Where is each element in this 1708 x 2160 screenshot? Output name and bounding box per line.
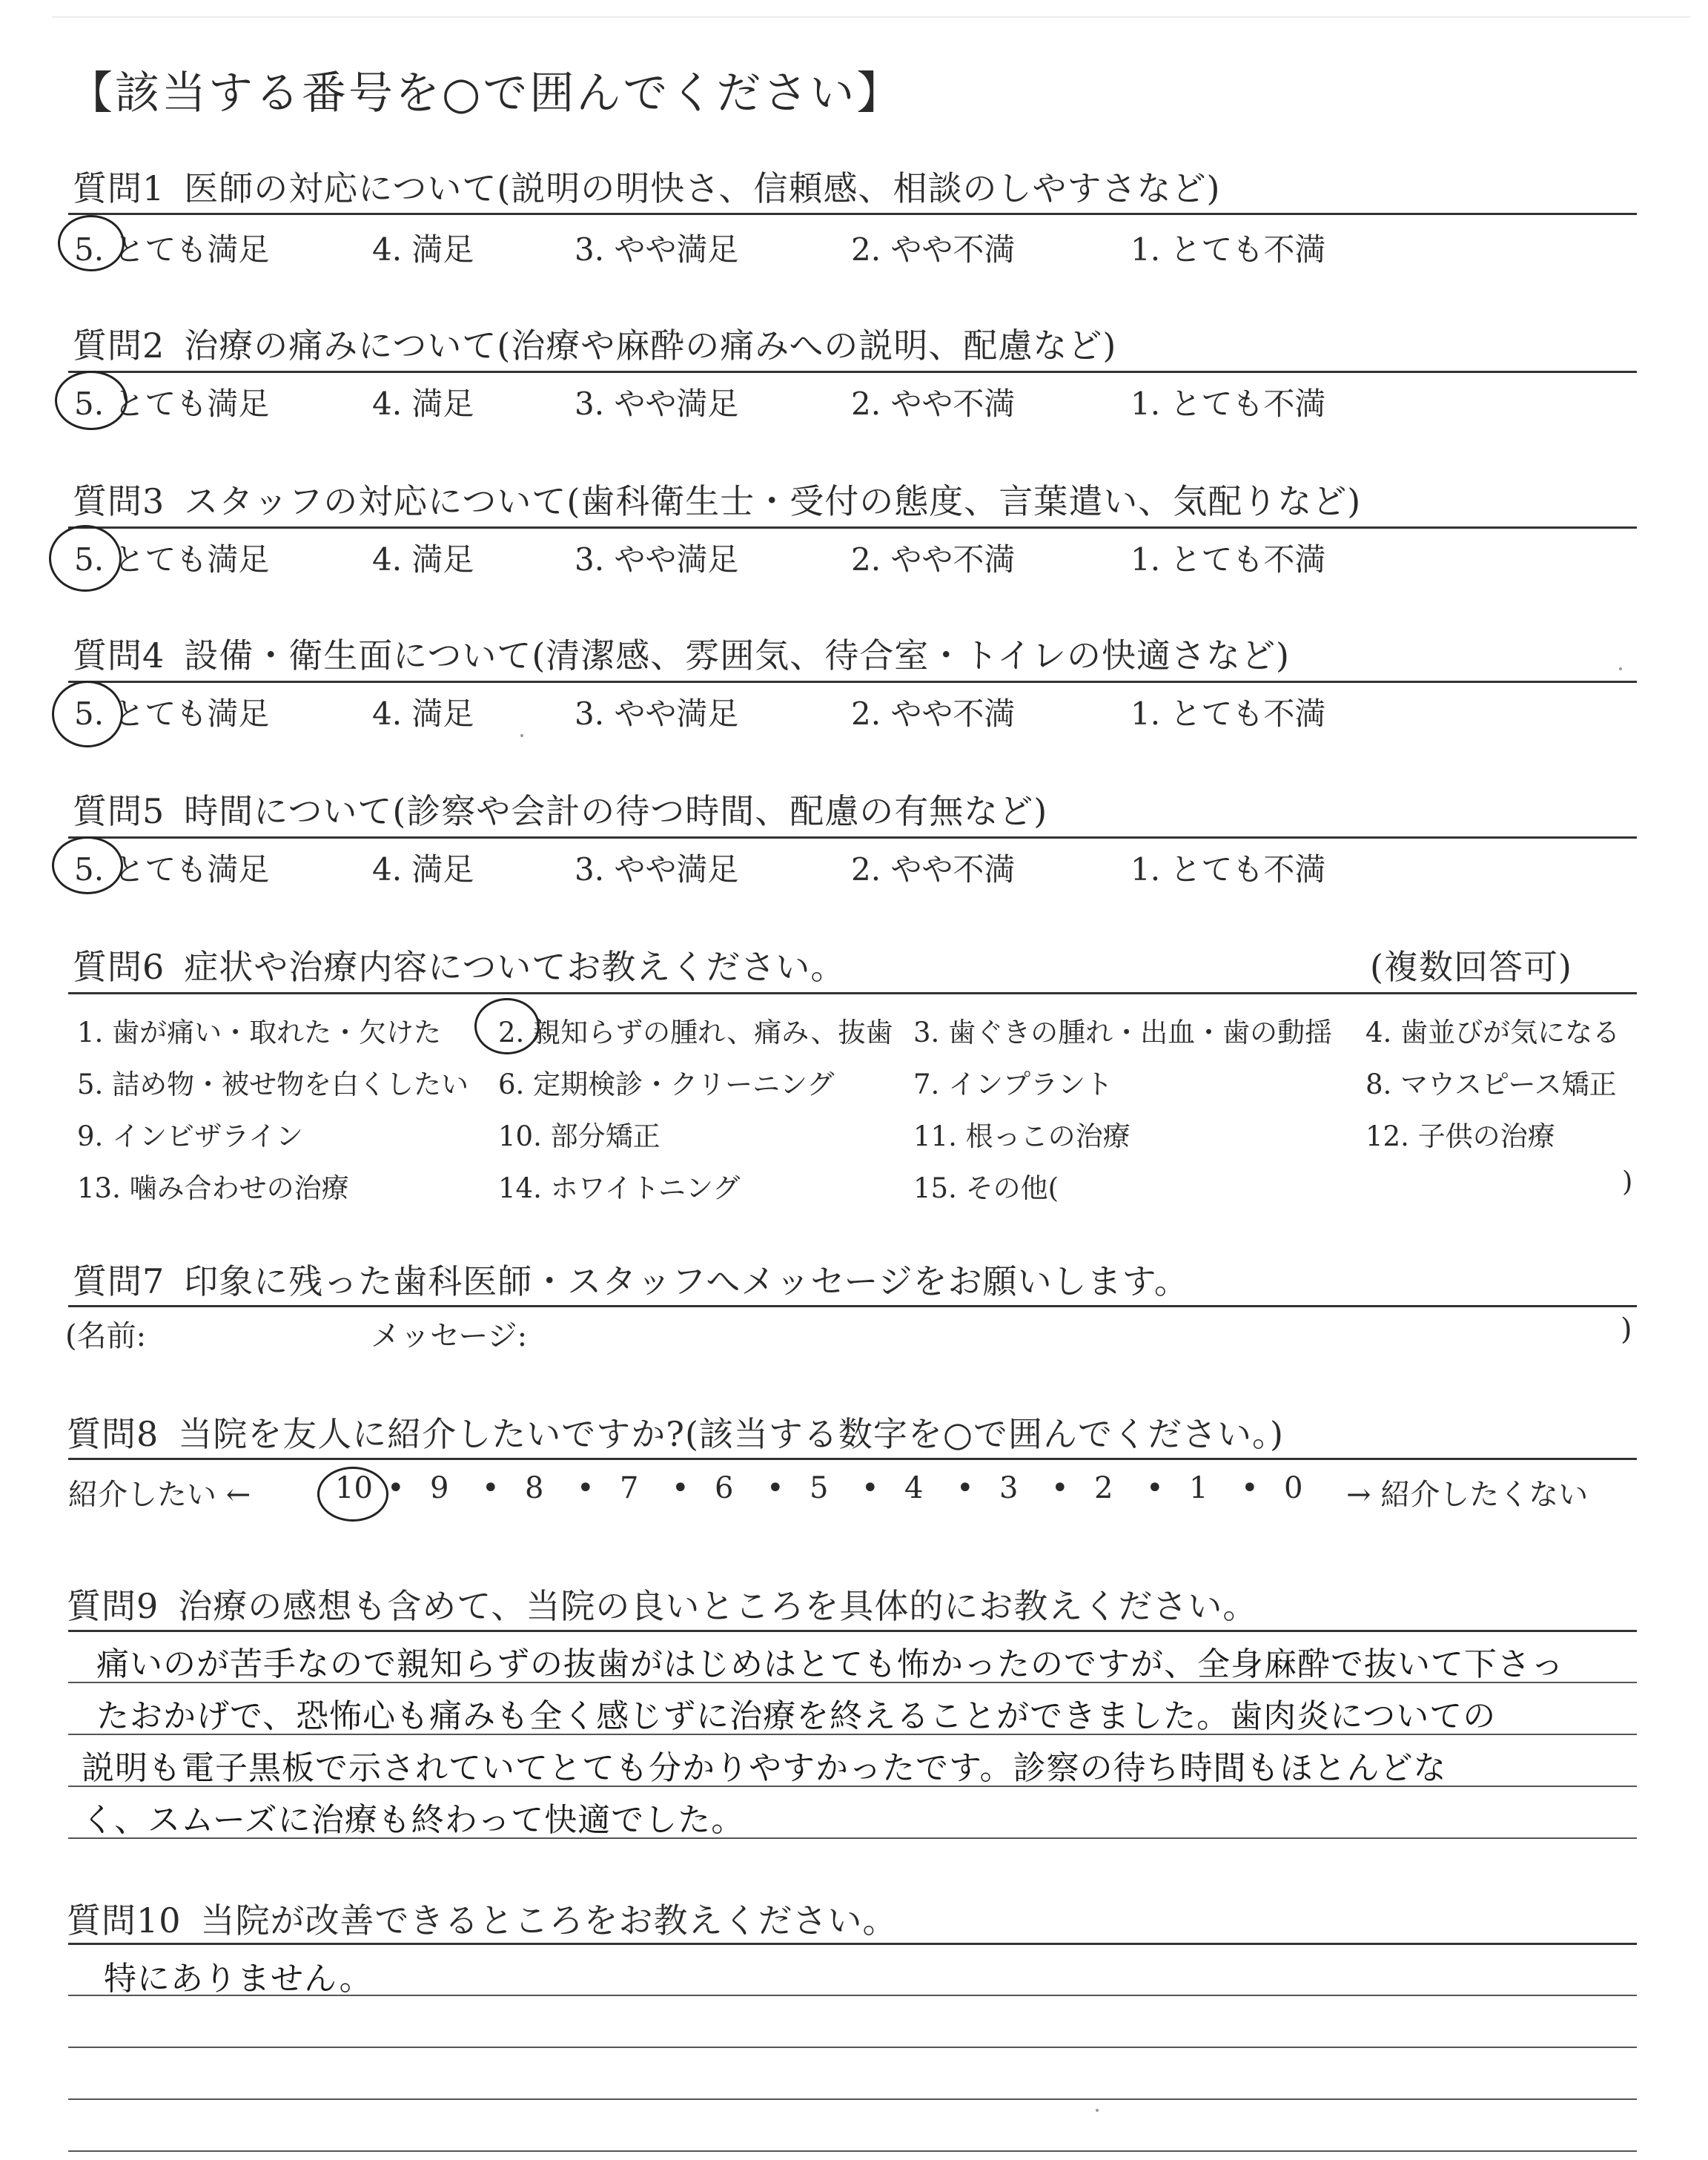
q4-option-2[interactable]: 2. やや不満: [851, 696, 1016, 732]
question-text: 当院が改善できるところをお教えください。: [200, 1900, 898, 1941]
handwritten-answer-line: たおかげで、恐怖心も痛みも全く感じずに治療を終えることができました。歯肉炎についての: [96, 1697, 1497, 1735]
q2-option-2[interactable]: 2. やや不満: [851, 386, 1016, 422]
recommend-score-8[interactable]: 8: [525, 1471, 544, 1505]
recommend-score-10[interactable]: 10: [335, 1471, 373, 1505]
recommend-score-7[interactable]: 7: [620, 1471, 639, 1505]
recommend-score-3[interactable]: 3: [999, 1471, 1019, 1505]
question-number: 質問5: [73, 791, 165, 831]
question-9-title: [67, 1579, 1257, 1628]
q6-item-14[interactable]: 14. ホワイトニング: [498, 1172, 741, 1204]
q6-item-11[interactable]: 11. 根っこの治療: [913, 1120, 1131, 1152]
question-text: 症状や治療内容についてお教えください。: [184, 947, 846, 987]
answer-circle-mark: [474, 998, 540, 1054]
question-number: 質問1: [73, 168, 165, 208]
question-4-rule: [68, 681, 1637, 683]
q3-option-1[interactable]: 1. とても不満: [1131, 541, 1326, 578]
scale-separator-dot: •: [387, 1471, 405, 1505]
q5-option-5[interactable]: 5. とても満足: [74, 851, 270, 888]
scale-separator-dot: •: [1051, 1471, 1069, 1505]
recommend-right-label: → 紹介したくない: [1346, 1478, 1589, 1512]
question-number: 質問4: [73, 635, 165, 676]
question-10-rule: [68, 1943, 1637, 1945]
scale-separator-dot: •: [482, 1471, 500, 1505]
instruction-heading: 【該当する番号を○で囲んでください】: [68, 67, 904, 119]
message-label: メッセージ:: [371, 1319, 528, 1353]
question-text: 治療の痛みについて(治療や麻酔の痛みへの説明、配慮など): [184, 326, 1117, 366]
question-number: 質問9: [67, 1586, 159, 1626]
question-9-rule: [68, 1630, 1637, 1632]
question-8-title: [67, 1407, 1284, 1456]
answer-circle-mark: [52, 681, 123, 747]
question-6-rule: [68, 992, 1637, 994]
q6-item-15[interactable]: 15. その他(: [913, 1172, 1059, 1204]
message-close-paren: ): [1621, 1312, 1632, 1347]
recommend-left-label: 紹介したい ←: [68, 1478, 251, 1512]
question-3-rule: [68, 526, 1637, 529]
recommend-score-2[interactable]: 2: [1094, 1471, 1113, 1505]
recommend-score-5[interactable]: 5: [810, 1471, 829, 1505]
question-number: 質問2: [73, 326, 165, 366]
question-10-title: [67, 1894, 898, 1943]
multiple-answer-note: (複数回答可): [1370, 947, 1572, 987]
handwritten-answer-line: 痛いのが苦手なので親知らずの抜歯がはじめはとても怖かったのですが、全身麻酔で抜いて下さっ: [96, 1645, 1564, 1683]
q4-option-4[interactable]: 4. 満足: [372, 696, 474, 732]
question-5-rule: [68, 836, 1637, 839]
scale-separator-dot: •: [861, 1471, 879, 1505]
question-4-title: [73, 629, 1290, 678]
question-6-title: [73, 940, 845, 989]
question-text: 当院を友人に紹介したいですか?(該当する数字を○で囲んでください。): [178, 1414, 1284, 1454]
answer-circle-mark: [58, 215, 125, 271]
answer-circle-mark: [49, 525, 122, 592]
q2-option-4[interactable]: 4. 満足: [372, 386, 474, 422]
question-1-rule: [68, 213, 1637, 215]
answer-line: [68, 2150, 1637, 2152]
scale-separator-dot: •: [577, 1471, 595, 1505]
q5-option-3[interactable]: 3. やや満足: [575, 851, 739, 888]
q6-item-2[interactable]: 2. 親知らずの腫れ、痛み、抜歯: [498, 1017, 893, 1048]
scan-edge-line: [52, 16, 1690, 18]
answer-line: [68, 2098, 1637, 2100]
recommend-score-1[interactable]: 1: [1189, 1471, 1208, 1505]
question-text: 設備・衛生面について(清潔感、雰囲気、待合室・トイレの快適さなど): [184, 635, 1290, 676]
question-2-title: [73, 319, 1116, 368]
question-2-rule: [68, 371, 1637, 373]
q1-option-3[interactable]: 3. やや満足: [575, 231, 739, 268]
scan-speck: [1619, 667, 1622, 670]
recommend-score-6[interactable]: 6: [715, 1471, 734, 1505]
q5-option-2[interactable]: 2. やや不満: [851, 851, 1016, 888]
handwritten-answer-line: 特にありません。: [104, 1960, 373, 1998]
q6-item-13[interactable]: 13. 噛み合わせの治療: [77, 1172, 349, 1204]
recommend-score-0[interactable]: 0: [1284, 1471, 1303, 1505]
scan-speck: [1096, 2109, 1099, 2112]
recommend-score-4[interactable]: 4: [904, 1471, 924, 1505]
question-5-title: [73, 785, 1047, 833]
question-number: 質問6: [73, 947, 165, 987]
q5-option-1[interactable]: 1. とても不満: [1131, 851, 1326, 888]
question-number: 質問8: [67, 1414, 159, 1454]
question-1-title: [73, 162, 1220, 211]
q1-option-1[interactable]: 1. とても不満: [1131, 231, 1326, 268]
scale-separator-dot: •: [1241, 1471, 1259, 1505]
name-label: (名前:: [65, 1319, 147, 1353]
q6-item-5[interactable]: 5. 詰め物・被せ物を白くしたい: [77, 1069, 469, 1100]
q2-option-5[interactable]: 5. とても満足: [74, 386, 270, 422]
q6-other-close-paren: ): [1622, 1166, 1633, 1198]
q4-option-5[interactable]: 5. とても満足: [74, 696, 270, 732]
question-number: 質問3: [73, 481, 165, 521]
scan-speck: [520, 734, 523, 737]
q2-option-3[interactable]: 3. やや満足: [575, 386, 739, 422]
q1-option-4[interactable]: 4. 満足: [372, 231, 474, 268]
scale-separator-dot: •: [672, 1471, 689, 1505]
q3-option-5[interactable]: 5. とても満足: [74, 541, 270, 578]
question-text: 印象に残った歯科医師・スタッフへメッセージをお願いします。: [184, 1261, 1189, 1301]
question-number: 質問7: [73, 1261, 165, 1301]
handwritten-answer-line: 説明も電子黒板で示されていてとても分かりやすかったです。診察の待ち時間もほとんどな: [82, 1749, 1447, 1787]
q4-option-1[interactable]: 1. とても不満: [1131, 696, 1326, 732]
q6-item-1[interactable]: 1. 歯が痛い・取れた・欠けた: [77, 1017, 442, 1048]
q3-option-4[interactable]: 4. 満足: [372, 541, 474, 578]
question-text: 医師の対応について(説明の明快さ、信頼感、相談のしやすさなど): [184, 168, 1221, 208]
q6-item-12[interactable]: 12. 子供の治療: [1366, 1120, 1555, 1152]
scale-separator-dot: •: [767, 1471, 784, 1505]
q6-item-8[interactable]: 8. マウスピース矯正: [1366, 1069, 1617, 1100]
question-text: スタッフの対応について(歯科衛生士・受付の態度、言葉遣い、気配りなど): [184, 481, 1362, 521]
question-8-rule: [68, 1458, 1637, 1460]
answer-circle-mark: [317, 1467, 388, 1522]
q5-option-4[interactable]: 4. 満足: [372, 851, 474, 888]
q6-item-10[interactable]: 10. 部分矯正: [498, 1120, 661, 1152]
question-text: 時間について(診察や会計の待つ時間、配慮の有無など): [184, 791, 1048, 831]
q3-option-2[interactable]: 2. やや不満: [851, 541, 1016, 578]
answer-circle-mark: [52, 836, 123, 894]
q1-option-5[interactable]: 5. とても満足: [74, 231, 270, 268]
q6-item-7[interactable]: 7. インプラント: [913, 1069, 1113, 1100]
q6-item-4[interactable]: 4. 歯並びが気になる: [1366, 1017, 1621, 1048]
q3-option-3[interactable]: 3. やや満足: [575, 541, 739, 578]
handwritten-answer-line: く、スムーズに治療も終わって快適でした。: [82, 1801, 745, 1839]
q1-option-2[interactable]: 2. やや不満: [851, 231, 1016, 268]
question-number: 質問10: [67, 1900, 182, 1941]
scale-separator-dot: •: [956, 1471, 974, 1505]
question-7-title: [73, 1255, 1189, 1304]
answer-line: [68, 2047, 1637, 2048]
q2-option-1[interactable]: 1. とても不満: [1131, 386, 1326, 422]
q4-option-3[interactable]: 3. やや満足: [575, 696, 739, 732]
question-3-title: [73, 475, 1361, 524]
answer-circle-mark: [55, 371, 128, 430]
question-text: 治療の感想も含めて、当院の良いところを具体的にお教えください。: [178, 1586, 1258, 1626]
recommend-score-9[interactable]: 9: [430, 1471, 449, 1505]
q6-item-6[interactable]: 6. 定期検診・クリーニング: [498, 1069, 835, 1100]
q6-item-3[interactable]: 3. 歯ぐきの腫れ・出血・歯の動揺: [913, 1017, 1333, 1048]
scale-separator-dot: •: [1146, 1471, 1164, 1505]
q6-item-9[interactable]: 9. インビザライン: [77, 1120, 303, 1152]
question-7-rule: [68, 1305, 1637, 1307]
